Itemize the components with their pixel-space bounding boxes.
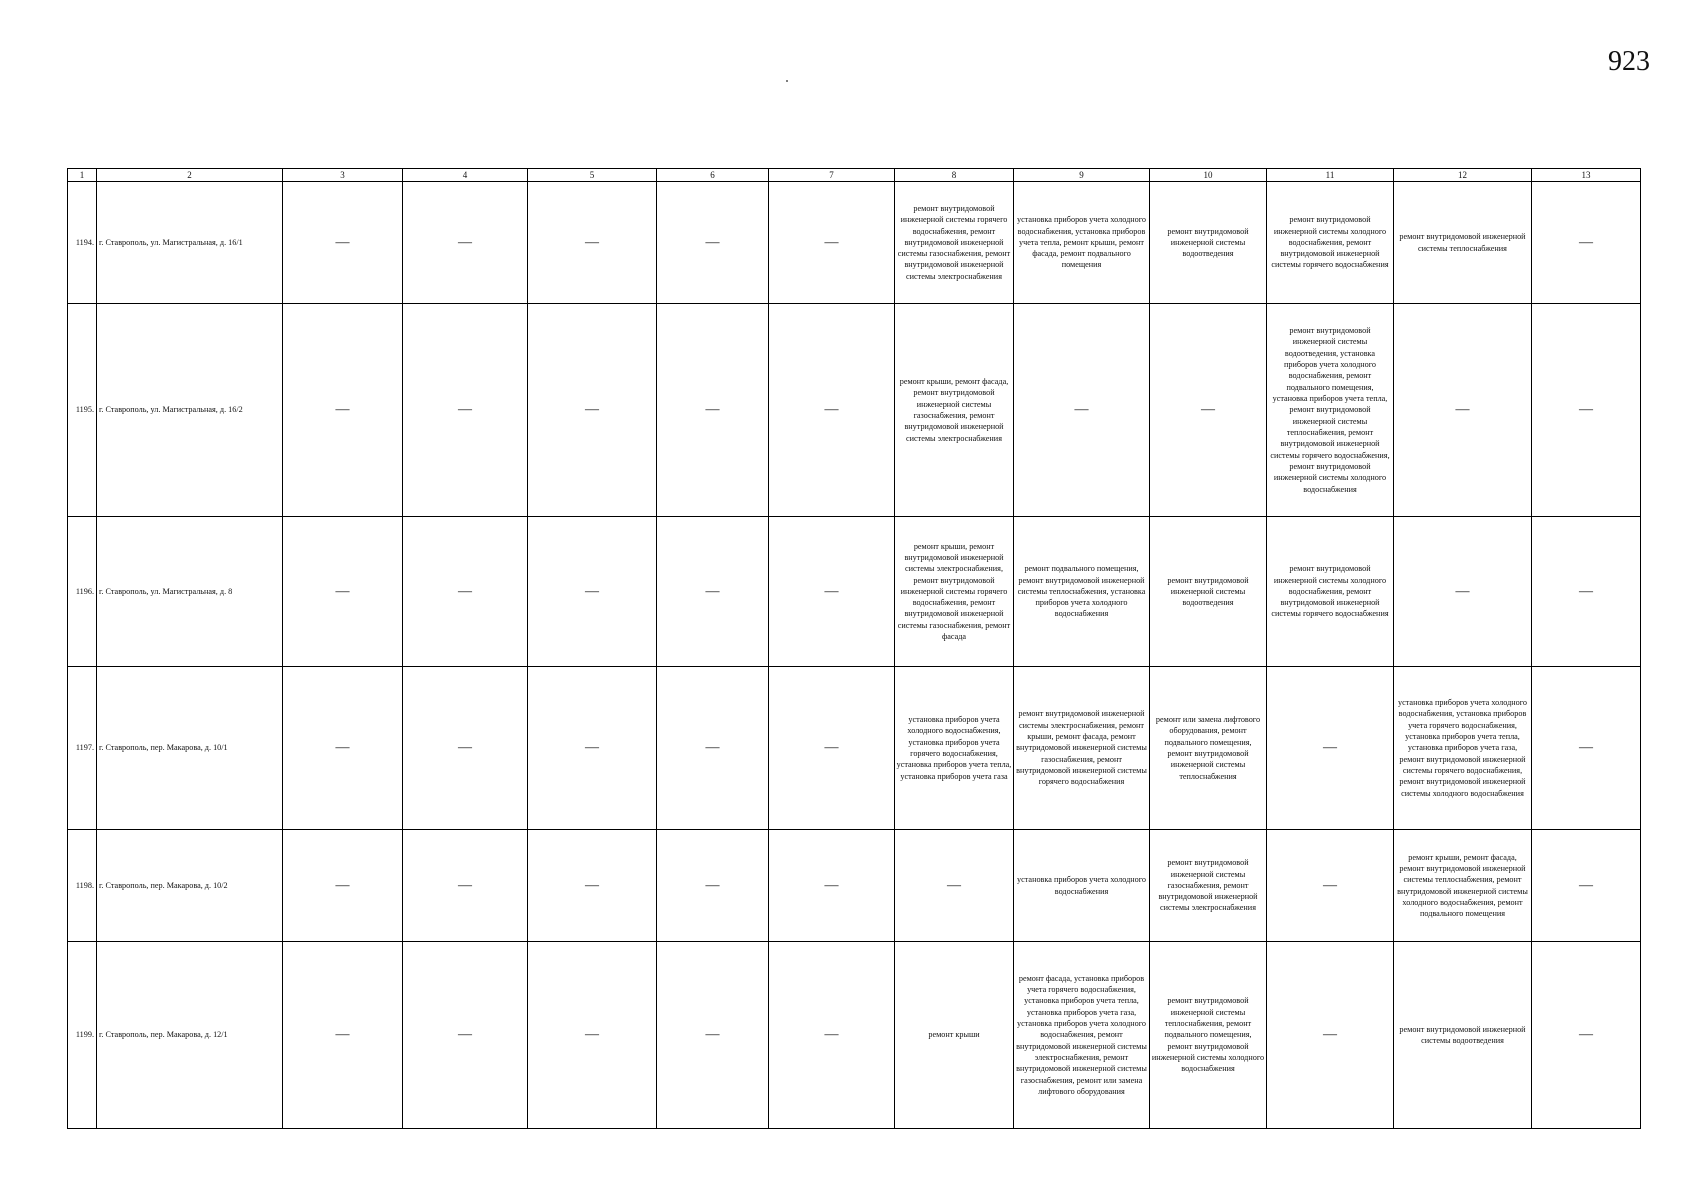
empty-dash-cell: [657, 942, 769, 1129]
empty-dash-cell: [1394, 304, 1532, 517]
empty-dash-cell: [403, 942, 528, 1129]
column-header: 8: [895, 169, 1014, 182]
work-description-cell: ремонт внутридомовой инженерной системы электроснабжения, ремонт крыши, ремонт фасада, ремонт внутридомовой инженерной системы газоснабжения, ремонт внутридомовой инженерной системы горячего водоснабжения: [1014, 667, 1150, 830]
work-description-cell: ремонт крыши, ремонт фасада, ремонт внутридомовой инженерной системы теплоснабжения, ремонт внутридомовой инженерной системы холодного водоснабжения, ремонт подвального помещения: [1394, 830, 1532, 942]
table-row: [68, 182, 1641, 304]
column-header: 12: [1394, 169, 1532, 182]
dash-mark: —: [585, 402, 599, 417]
table-row: [68, 942, 1641, 1129]
table-row: [68, 304, 1641, 517]
work-description-cell: ремонт внутридомовой инженерной системы холодного водоснабжения, ремонт внутридомовой инженерной системы горячего водоснабжения: [1267, 182, 1394, 304]
empty-dash-cell: [657, 517, 769, 667]
scan-speck: [786, 80, 788, 82]
address-cell: г. Ставрополь, ул. Магистральная, д. 8: [97, 517, 283, 667]
dash-mark: —: [1455, 402, 1470, 417]
empty-dash-cell: [895, 830, 1014, 942]
empty-dash-cell: [657, 182, 769, 304]
empty-dash-cell: [1532, 667, 1641, 830]
dash-mark: —: [335, 583, 350, 599]
dash-mark: —: [824, 583, 839, 599]
column-header: 10: [1150, 169, 1267, 182]
address-cell: г. Ставрополь, ул. Магистральная, д. 16/2: [97, 304, 283, 517]
dash-mark: —: [1579, 877, 1593, 893]
dash-mark: —: [1579, 740, 1593, 755]
column-header: 9: [1014, 169, 1150, 182]
dash-mark: —: [1074, 402, 1089, 417]
empty-dash-cell: [769, 830, 895, 942]
dash-mark: —: [585, 877, 599, 893]
column-header: 1: [68, 169, 97, 182]
column-header: 7: [769, 169, 895, 182]
empty-dash-cell: [1532, 182, 1641, 304]
empty-dash-cell: [283, 304, 403, 517]
empty-dash-cell: [1532, 304, 1641, 517]
empty-dash-cell: [283, 182, 403, 304]
column-header: 11: [1267, 169, 1394, 182]
dash-mark: —: [824, 877, 839, 893]
dash-mark: —: [585, 234, 599, 250]
row-number: 1196.: [68, 517, 97, 667]
row-number: 1197.: [68, 667, 97, 830]
work-description-cell: ремонт внутридомовой инженерной системы теплоснабжения, ремонт подвального помещения, ремонт внутридомовой инженерной системы холодного водоснабжения: [1150, 942, 1267, 1129]
empty-dash-cell: [1532, 942, 1641, 1129]
empty-dash-cell: [403, 182, 528, 304]
empty-dash-cell: [1150, 304, 1267, 517]
column-header: 2: [97, 169, 283, 182]
row-number: 1194.: [68, 182, 97, 304]
empty-dash-cell: [403, 667, 528, 830]
table-row: [68, 517, 1641, 667]
empty-dash-cell: [657, 830, 769, 942]
dash-mark: —: [335, 740, 350, 755]
work-description-cell: ремонт крыши: [895, 942, 1014, 1129]
dash-mark: —: [585, 1027, 599, 1042]
work-description-cell: ремонт внутридомовой инженерной системы горячего водоснабжения, ремонт внутридомовой инженерной системы газоснабжения, ремонт внутридомовой инженерной системы электроснабжения: [895, 182, 1014, 304]
dash-mark: —: [585, 740, 599, 755]
work-description-cell: установка приборов учета холодного водоснабжения, установка приборов учета горячего водоснабжения, установка приборов учета тепла, установка приборов учета газа, ремонт внутридомовой инженерной системы горячего водоснабжения, ремонт внутридомовой инженерной системы холодного водоснабжения: [1394, 667, 1532, 830]
dash-mark: —: [1323, 740, 1337, 755]
column-number-row: [68, 169, 1641, 182]
dash-mark: —: [824, 234, 839, 250]
work-description-cell: установка приборов учета холодного водоснабжения, установка приборов учета тепла, ремонт крыши, ремонт фасада, ремонт подвального помещения: [1014, 182, 1150, 304]
column-header: 3: [283, 169, 403, 182]
column-header: 4: [403, 169, 528, 182]
empty-dash-cell: [403, 304, 528, 517]
empty-dash-cell: [657, 304, 769, 517]
work-description-cell: ремонт внутридомовой инженерной системы водоотведения: [1394, 942, 1532, 1129]
address-cell: г. Ставрополь, пер. Макарова, д. 10/2: [97, 830, 283, 942]
dash-mark: —: [335, 877, 350, 893]
dash-mark: —: [335, 402, 350, 417]
dash-mark: —: [1323, 877, 1337, 893]
empty-dash-cell: [1532, 517, 1641, 667]
column-header: 5: [528, 169, 657, 182]
dash-mark: —: [458, 1027, 472, 1042]
row-number: 1198.: [68, 830, 97, 942]
empty-dash-cell: [657, 667, 769, 830]
empty-dash-cell: [283, 667, 403, 830]
dash-mark: —: [1579, 1027, 1593, 1042]
dash-mark: —: [705, 877, 720, 893]
work-description-cell: ремонт внутридомовой инженерной системы водоотведения: [1150, 182, 1267, 304]
repair-schedule-table: [67, 168, 1641, 1129]
column-header: 6: [657, 169, 769, 182]
dash-mark: —: [705, 740, 720, 755]
work-description-cell: ремонт крыши, ремонт внутридомовой инженерной системы электроснабжения, ремонт внутридомовой инженерной системы горячего водоснабжения, ремонт внутридомовой инженерной системы газоснабжения, ремонт фасада: [895, 517, 1014, 667]
empty-dash-cell: [283, 517, 403, 667]
empty-dash-cell: [769, 942, 895, 1129]
empty-dash-cell: [528, 942, 657, 1129]
dash-mark: —: [705, 234, 720, 250]
row-number: 1199.: [68, 942, 97, 1129]
address-cell: г. Ставрополь, пер. Макарова, д. 10/1: [97, 667, 283, 830]
work-description-cell: ремонт или замена лифтового оборудования, ремонт подвального помещения, ремонт внутридомовой инженерной системы теплоснабжения: [1150, 667, 1267, 830]
dash-mark: —: [458, 234, 472, 250]
empty-dash-cell: [1267, 667, 1394, 830]
empty-dash-cell: [769, 182, 895, 304]
work-description-cell: ремонт внутридомовой инженерной системы теплоснабжения: [1394, 182, 1532, 304]
empty-dash-cell: [1014, 304, 1150, 517]
empty-dash-cell: [1267, 830, 1394, 942]
dash-mark: —: [458, 583, 472, 599]
empty-dash-cell: [283, 942, 403, 1129]
dash-mark: —: [1201, 402, 1215, 417]
dash-mark: —: [824, 740, 839, 755]
dash-mark: —: [335, 1027, 350, 1042]
work-description-cell: ремонт внутридомовой инженерной системы водоотведения, установка приборов учета холодного водоснабжения, ремонт подвального помещения, установка приборов учета тепла, ремонт внутридомовой инженерной системы теплоснабжения, ремонт внутридомовой инженерной системы горячего водоснабжения, ремонт внутридомовой инженерной системы холодного водоснабжения: [1267, 304, 1394, 517]
dash-mark: —: [458, 877, 472, 893]
table-row: [68, 667, 1641, 830]
dash-mark: —: [1579, 583, 1593, 599]
dash-mark: —: [1323, 1027, 1337, 1042]
empty-dash-cell: [1394, 517, 1532, 667]
address-cell: г. Ставрополь, ул. Магистральная, д. 16/1: [97, 182, 283, 304]
empty-dash-cell: [1532, 830, 1641, 942]
empty-dash-cell: [528, 667, 657, 830]
row-number: 1195.: [68, 304, 97, 517]
work-description-cell: ремонт подвального помещения, ремонт внутридомовой инженерной системы теплоснабжения, установка приборов учета холодного водоснабжения: [1014, 517, 1150, 667]
table-body: [68, 169, 1641, 1129]
dash-mark: —: [1579, 234, 1593, 250]
empty-dash-cell: [769, 667, 895, 830]
table-row: [68, 830, 1641, 942]
dash-mark: —: [335, 234, 350, 250]
dash-mark: —: [824, 1027, 839, 1042]
empty-dash-cell: [403, 830, 528, 942]
repair-schedule-table-wrap: [67, 168, 1640, 1129]
empty-dash-cell: [283, 830, 403, 942]
dash-mark: —: [585, 583, 599, 599]
empty-dash-cell: [528, 182, 657, 304]
work-description-cell: ремонт крыши, ремонт фасада, ремонт внутридомовой инженерной системы газоснабжения, ремонт внутридомовой инженерной системы электроснабжения: [895, 304, 1014, 517]
dash-mark: —: [705, 402, 720, 417]
work-description-cell: установка приборов учета холодного водоснабжения: [1014, 830, 1150, 942]
empty-dash-cell: [1267, 942, 1394, 1129]
dash-mark: —: [458, 740, 472, 755]
dash-mark: —: [705, 583, 720, 599]
empty-dash-cell: [528, 517, 657, 667]
empty-dash-cell: [528, 304, 657, 517]
empty-dash-cell: [769, 304, 895, 517]
work-description-cell: ремонт внутридомовой инженерной системы холодного водоснабжения, ремонт внутридомовой инженерной системы горячего водоснабжения: [1267, 517, 1394, 667]
dash-mark: —: [1455, 583, 1470, 599]
column-header: 13: [1532, 169, 1641, 182]
work-description-cell: ремонт внутридомовой инженерной системы водоотведения: [1150, 517, 1267, 667]
work-description-cell: ремонт внутридомовой инженерной системы газоснабжения, ремонт внутридомовой инженерной системы электроснабжения: [1150, 830, 1267, 942]
dash-mark: —: [947, 877, 961, 893]
page-number: 923: [1608, 46, 1650, 77]
empty-dash-cell: [528, 830, 657, 942]
empty-dash-cell: [403, 517, 528, 667]
address-cell: г. Ставрополь, пер. Макарова, д. 12/1: [97, 942, 283, 1129]
work-description-cell: ремонт фасада, установка приборов учета горячего водоснабжения, установка приборов учета тепла, установка приборов учета газа, установка приборов учета холодного водоснабжения, ремонт внутридомовой инженерной системы электроснабжения, ремонт внутридомовой инженерной системы газоснабжения, ремонт или замена лифтового оборудования: [1014, 942, 1150, 1129]
dash-mark: —: [1579, 402, 1593, 417]
work-description-cell: установка приборов учета холодного водоснабжения, установка приборов учета горячего водоснабжения, установка приборов учета тепла, установка приборов учета газа: [895, 667, 1014, 830]
dash-mark: —: [705, 1027, 720, 1042]
dash-mark: —: [824, 402, 839, 417]
empty-dash-cell: [769, 517, 895, 667]
dash-mark: —: [458, 402, 472, 417]
